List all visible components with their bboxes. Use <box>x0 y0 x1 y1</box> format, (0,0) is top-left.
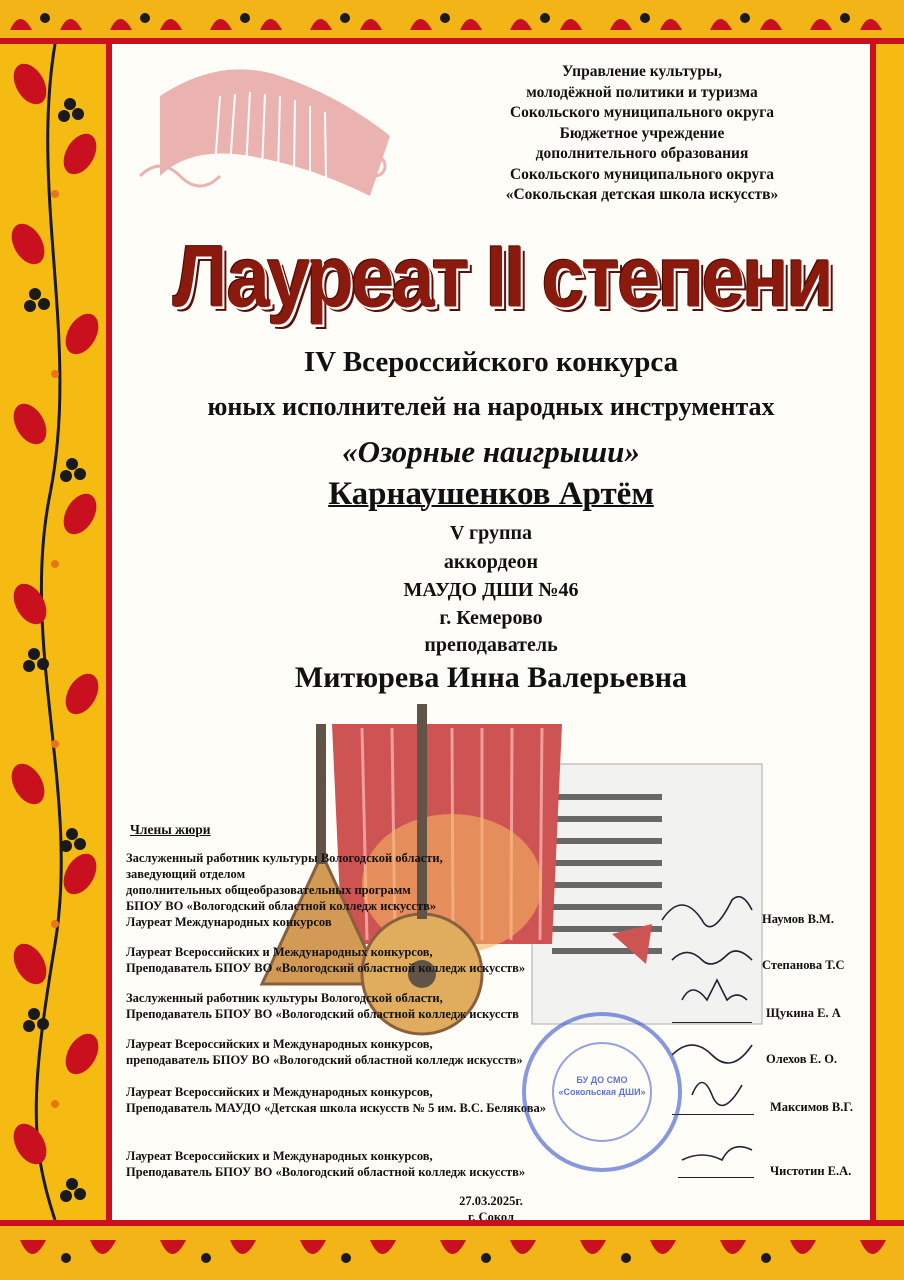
credential-line: заведующий отделом <box>126 867 246 881</box>
credential-line: Лауреат Международных конкурсов <box>126 915 332 929</box>
stamp-line: «Сокольская ДШИ» <box>558 1087 646 1097</box>
khokhloma-bottom-pattern <box>0 1220 904 1280</box>
stamp-line: БУ ДО СМО <box>576 1075 628 1085</box>
credential-line: дополнительных общеобразовательных программ <box>126 883 411 897</box>
jury-member-name: Максимов В.Г. <box>770 1100 853 1114</box>
jury-member-name: Наумов В.М. <box>762 912 834 926</box>
participant-city: г. Кемерово <box>439 607 543 629</box>
participant-instrument: аккордеон <box>443 551 539 573</box>
credential-line: Лауреат Всероссийских и Международных конкурсов, <box>126 1037 433 1051</box>
credential-line: Заслуженный работник культуры Вологодской области, <box>126 991 443 1005</box>
jury-member-name: Олехов Е. О. <box>766 1052 838 1066</box>
jury-member-name: Щукина Е. А <box>766 1006 841 1020</box>
ornament-border-bottom <box>0 1220 904 1280</box>
jury-member-name: Чистотин Е.А. <box>770 1164 852 1178</box>
credential-line: Преподаватель БПОУ ВО «Вологодский областной колледж искусств» <box>126 961 526 975</box>
credential-line: преподаватель БПОУ ВО «Вологодский областной колледж искусств» <box>126 1053 523 1067</box>
credential-line: Лауреат Всероссийских и Международных конкурсов, <box>126 1085 433 1099</box>
jury-member-credentials <box>126 1036 523 1068</box>
org-line: молодёжной политики и туризма <box>526 83 758 101</box>
contest-name: «Озорные наигрыши» <box>342 434 640 469</box>
jury-member-credentials <box>126 850 443 930</box>
jury-title: Члены жюри <box>130 822 211 837</box>
organization-header <box>472 62 812 206</box>
org-line: Управление культуры, <box>562 63 722 80</box>
khokhloma-left-pattern <box>0 44 112 1220</box>
participant-group: V группа <box>449 522 533 544</box>
teacher-name: Митюрева Инна Валерьевна <box>294 661 688 694</box>
credential-line: Заслуженный работник культуры Вологодской области, <box>126 851 443 865</box>
participant-name: Карнаушенков Артём <box>328 476 654 512</box>
participant-school: МАУДО ДШИ №46 <box>403 579 579 601</box>
contest-line-1: IV Всероссийского конкурса <box>303 346 679 378</box>
ornament-border-left <box>0 44 112 1220</box>
org-line: Сокольского муниципального округа <box>509 104 775 121</box>
jury-member-credentials <box>126 990 519 1022</box>
official-stamp <box>522 1012 682 1172</box>
signatures <box>652 880 772 1180</box>
jury-member-credentials <box>126 1148 525 1180</box>
credential-line: Преподаватель МАУДО «Детская школа искусств № 5 им. В.С. Белякова» <box>126 1101 547 1115</box>
award-title: Лауреат II степени <box>172 227 832 326</box>
credential-line: Лауреат Всероссийских и Международных конкурсов, <box>126 1149 433 1163</box>
credential-line: Преподаватель БПОУ ВО «Вологодский областной колледж искусств <box>126 1007 519 1021</box>
jury-member-name: Степанова Т.С <box>762 958 845 972</box>
credential-line: БПОУ ВО «Вологодский областной колледж искусств» <box>126 899 437 913</box>
credential-line: Преподаватель БПОУ ВО «Вологодский областной колледж искусств» <box>126 1165 526 1179</box>
teacher-label: преподаватель <box>424 634 558 656</box>
accordion-illustration-top <box>120 56 420 216</box>
contest-line-2: юных исполнителей на народных инструментах <box>207 392 775 421</box>
khokhloma-top-pattern <box>0 0 904 44</box>
stamp-text <box>526 1074 678 1098</box>
jury-member-credentials <box>126 1084 546 1116</box>
org-line: дополнительного образования <box>535 145 749 162</box>
ornament-border-right <box>870 44 904 1220</box>
issue-place: г. Сокол <box>468 1210 514 1220</box>
org-line: Сокольского муниципального округа <box>509 165 775 183</box>
jury-member-credentials <box>126 944 525 976</box>
org-line: Бюджетное учреждение <box>559 124 725 142</box>
certificate-body <box>112 44 870 1220</box>
ornament-border-top <box>0 0 904 44</box>
org-line: «Сокольская детская школа искусств» <box>505 186 779 203</box>
issue-date: 27.03.2025г. <box>459 1194 523 1208</box>
credential-line: Лауреат Всероссийских и Международных конкурсов, <box>126 945 433 959</box>
